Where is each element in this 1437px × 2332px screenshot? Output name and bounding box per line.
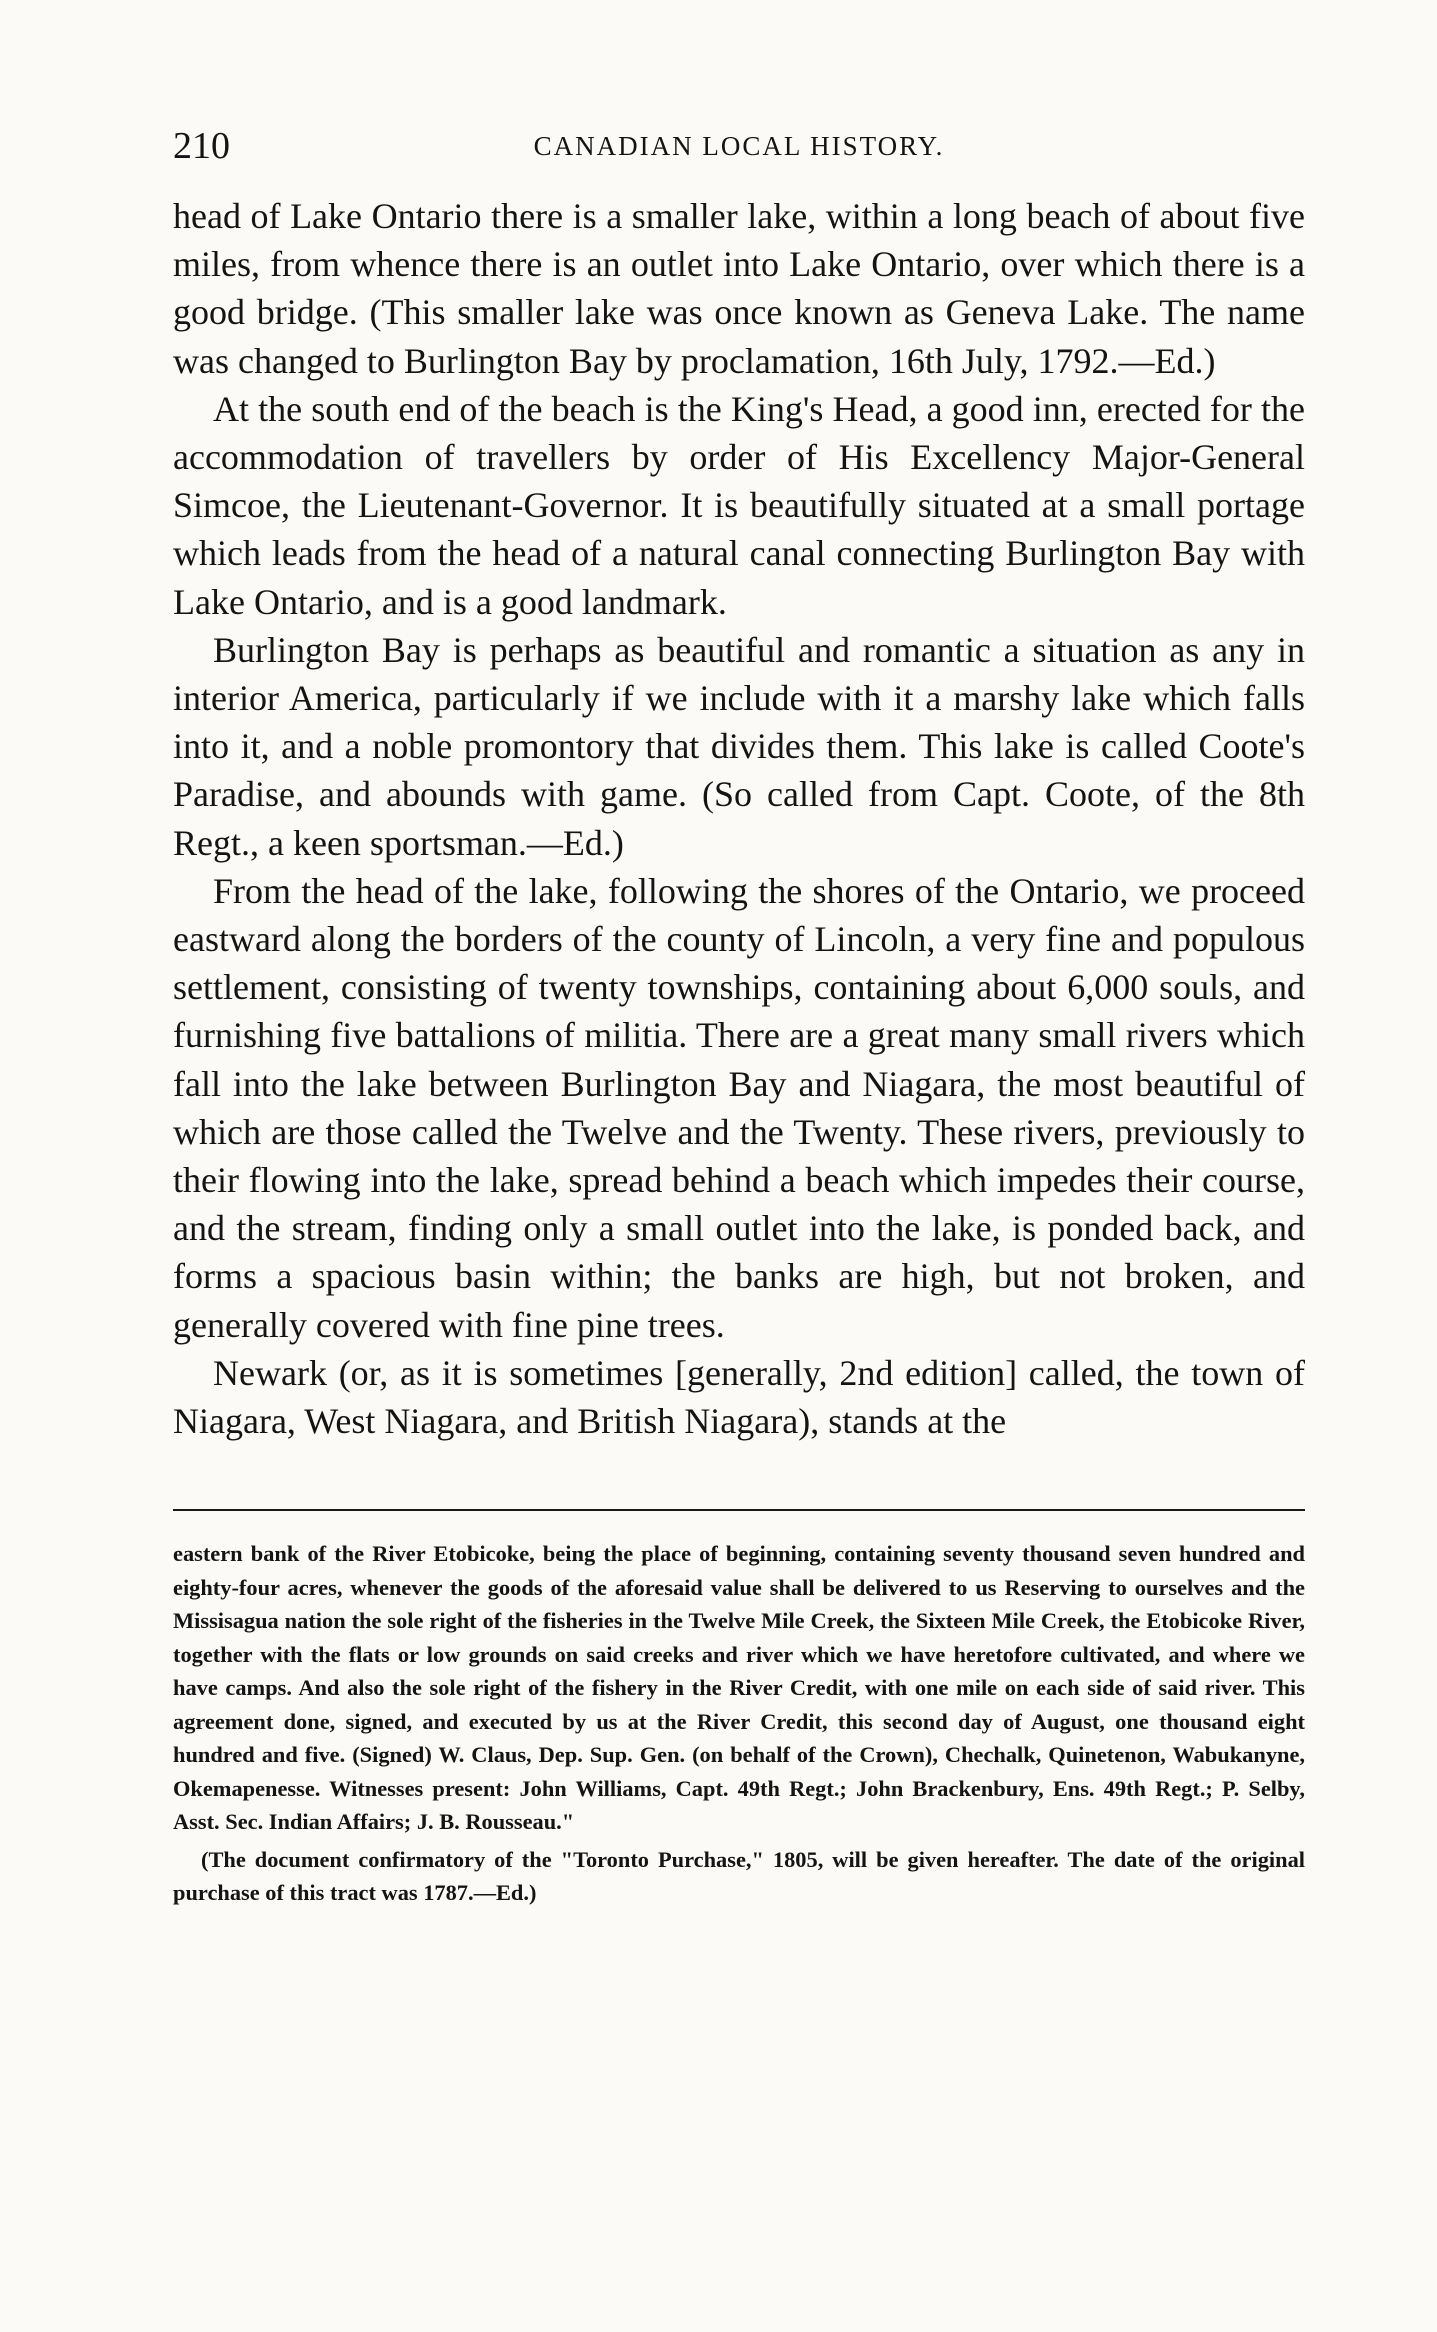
footnote-paragraph: (The document confirmatory of the "Toronto Purchase," 1805, will be given hereafter. The date of the original purchase of this tract was 1787.—Ed.) (173, 1846, 1305, 1906)
running-head (173, 122, 1305, 170)
body-text (173, 192, 1305, 1445)
body-paragraph: Newark (or, as it is sometimes [generally, 2nd edition] called, the town of Niagara, West Niagara, and British Niagara), stands at the (173, 1352, 1305, 1442)
body-paragraph: At the south end of the beach is the King's Head, a good inn, erected for the accommodation of travellers by order of His Excellency Major-General Simcoe, the Lieutenant-Governor. It is beautifully situated at a small portage which leads from the head of a natural canal connecting Burlington Bay with Lake Ontario, and is a good landmark. (173, 388, 1305, 622)
footnote-paragraph: eastern bank of the River Etobicoke, being the place of beginning, containing seventy thousand seven hundred and eighty-four acres, whenever the goods of the aforesaid value shall be delivered to us Reserving to ourselves and the Missisagua nation the sole right of the fisheries in the Twelve Mile Creek, the Sixteen Mile Creek, the Etobicoke River, together with the flats or low grounds on said creeks and river which we have heretofore cultivated, and where we have camps. And also the sole right of the fishery in the River Credit, with one mile on each side of said river. This agreement done, signed, and executed by us at the River Credit, this second day of August, one thousand eight hundred and five. (Signed) W. Claus, Dep. Sup. Gen. (on behalf of the Crown), Chechalk, Quinetenon, Wabukanyne, Okemapenesse. Witnesses present: John Williams, Capt. 49th Regt.; John Brackenbury, Ens. 49th Regt.; P. Selby, Asst. Sec. Indian Affairs; J. B. Rousseau." (173, 1541, 1305, 1835)
running-title: CANADIAN LOCAL HISTORY. (533, 131, 945, 161)
body-paragraph: head of Lake Ontario there is a smaller lake, within a long beach of about five miles, from whence there is an outlet into Lake Ontario, over which there is a good bridge. (This smaller lake was once known as Geneva Lake. The name was changed to Burlington Bay by proclamation, 16th July, 1792.—Ed.) (173, 196, 1305, 381)
body-paragraph: Burlington Bay is perhaps as beautiful and romantic a situation as any in interior America, particularly if we include with it a marshy lake which falls into it, and a noble promontory that divides them. This lake is called Coote's Paradise, and abounds with game. (So called from Capt. Coote, of the 8th Regt., a keen sportsman.—Ed.) (173, 629, 1305, 863)
page-number: 210 (173, 125, 230, 167)
body-paragraph: From the head of the lake, following the shores of the Ontario, we proceed eastward along the borders of the county of Lincoln, a very fine and populous settlement, consisting of twenty townships, containing about 6,000 souls, and furnishing five battalions of militia. There are a great many small rivers which fall into the lake between Burlington Bay and Niagara, the most beautiful of which are those called the Twelve and the Twenty. These rivers, previously to their flowing into the lake, spread behind a beach which impedes their course, and the stream, finding only a small outlet into the lake, is ponded back, and forms a spacious basin within; the banks are high, but not broken, and generally covered with fine pine trees. (173, 870, 1305, 1345)
footnotes (173, 1537, 1305, 1910)
footnote-divider (173, 1509, 1305, 1511)
book-page (173, 122, 1305, 1910)
